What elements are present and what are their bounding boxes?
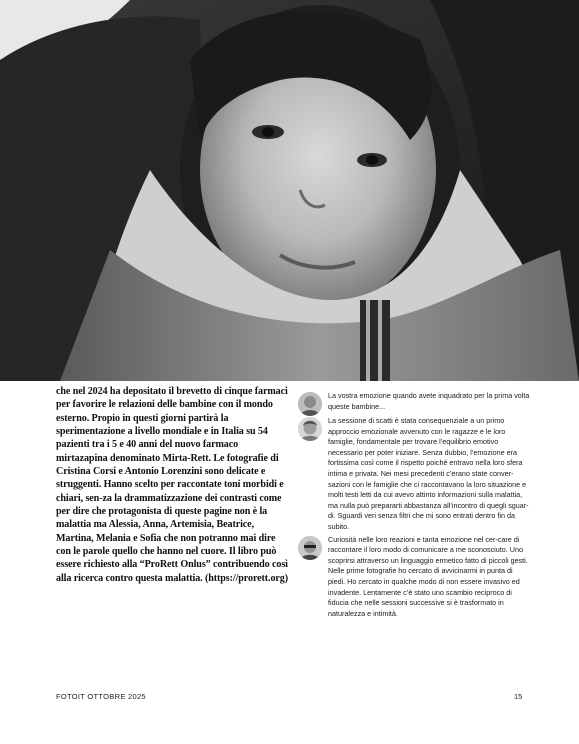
interview-block-2 xyxy=(298,416,530,533)
article-body-column xyxy=(56,385,288,585)
page-number: 15 xyxy=(514,692,523,701)
article-body: che nel 2024 ha depositato il brevetto di cinque farmaci per favorire le relazioni delle bambine con il mondo esterno. Propio in questi giorni partirà la sperimentazione a livello mondiale e in Italia su 54 pazienti tra i 5 e 40 anni del nuovo farmaco mirtazapina denominato Mirta-Rett. Le fotografie di Cristina Corsi e Antonio Lorenzini sono delicate e struggenti. Hanno scelto per raccontate toni morbidi e chiari, sen-za la drammatizzazione dei contrasti come per dire che protagonista di queste pagine non è la malattia ma Alessia, Anna, Artemisia, Beatrice, Martina, Melania e Sofia che non potranno mai dire con le parole quello che hanno nel cuore. Il libro può essere richiesto alla “ProRett Onlus” contribuendo così alla ricerca contro questa malattia. (https://prorett.org) xyxy=(56,386,289,584)
magazine-issue: FOTOIT OTTOBRE 2025 xyxy=(56,692,146,701)
avatar-interviewer xyxy=(298,392,322,416)
interview-question-1: La vostra emozione quando avete inquadrato per la prima volta queste bambine... xyxy=(328,391,530,411)
avatar-antonio-lorenzini xyxy=(298,536,322,560)
interview-answer-2: Curiosità nelle loro reazioni e tanta emozione nel cer-care di raccontare il loro modo di comunicare a me sconosciuto. Uno scoprirsi attraverso un linguaggio ermetico fatto di piccoli gesti. Nelle prime fotografie ho cercato di avvicinarmi in punta di piedi. Ho cercato in qualche modo di non essere invasivo ed invadente. Lentamente c’è stato uno scambio reciproco di fiducia che nelle sessioni successive si è trasformato in naturalezza e intimità. xyxy=(328,534,528,618)
interview-block-3 xyxy=(298,535,530,620)
interview-block-1 xyxy=(298,391,530,416)
interview-column xyxy=(298,391,530,619)
avatar-cristina-corsi xyxy=(298,417,322,441)
interview-answer-1: La sessione di scatti è stata consequenziale a un primo approccio emozionale avvenuto con le ragazze e le loro famiglie, fondamentale per trovare l’equilibrio emotivo necessario per poter iniziare. Senza dubbio, l’emozione era fortissima così come il rispetto poiché entravo nella loro sfera intima e privata. Nei mesi precedenti c’erano state conver-sazioni con le famiglie che ci raccontavano la loro situazione e molti testi letti da cui avevo attinto informazioni sulla malattia, ma nulla può prepararti abbastanza all’incontro di quegli sguar-di. Sguardi veri senza filtri che mi sono entrati dentro fin da subito. xyxy=(328,416,529,531)
